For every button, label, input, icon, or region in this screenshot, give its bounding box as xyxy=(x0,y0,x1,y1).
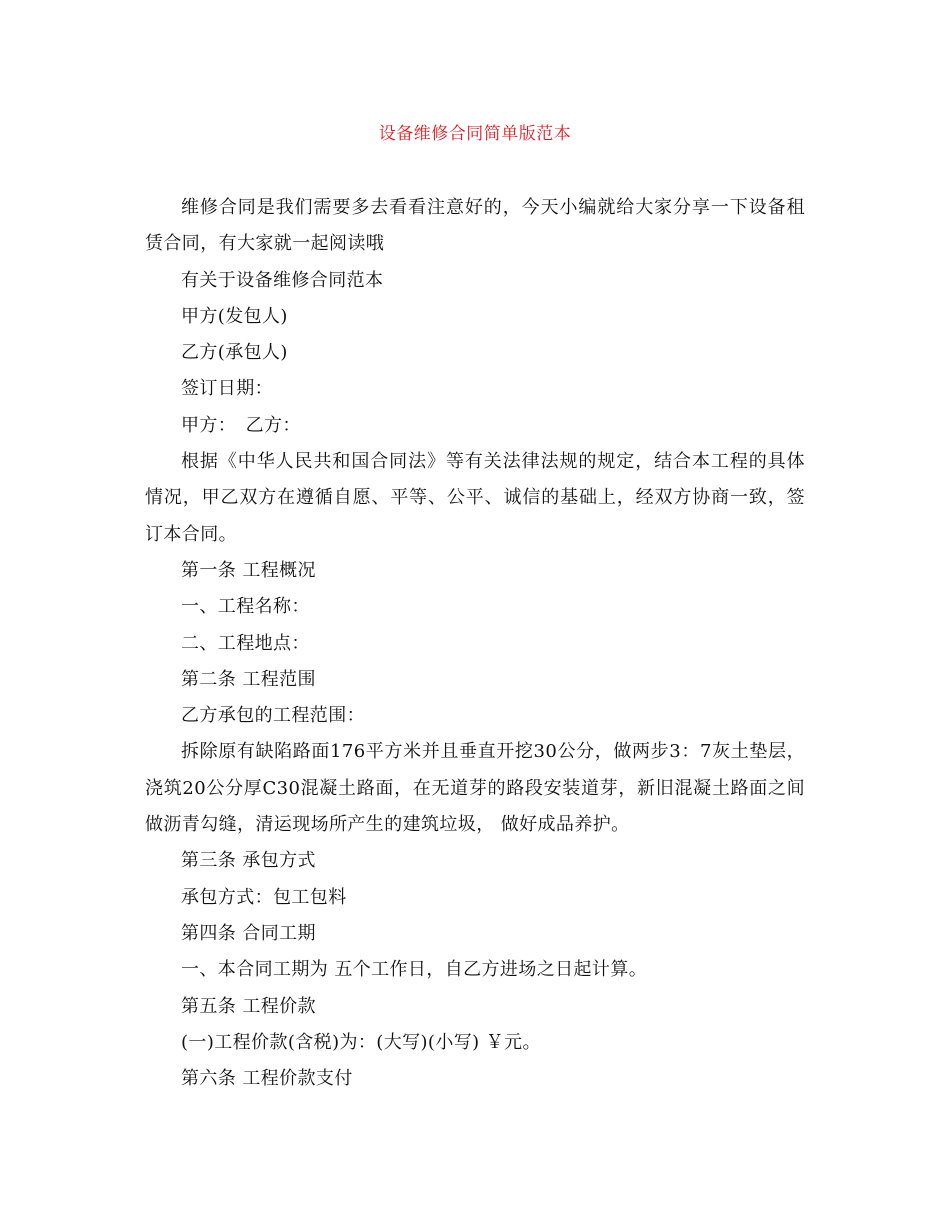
document-title: 设备维修合同简单版范本 xyxy=(378,124,572,144)
section-heading: 有关于设备维修合同范本 xyxy=(181,269,384,291)
legal-basis-paragraph: 根据《中华人民共和国合同法》等有关法律法规的规定，结合本工程的具体情况，甲乙双方在遵循自愿、平等、公平、诚信的基础上，经双方协商一致，签订本合同。 xyxy=(145,451,805,545)
party-b-label: 乙方(承包人) xyxy=(181,342,288,364)
contract-method-line: 承包方式：包工包料 xyxy=(181,886,347,908)
article-5-heading: 第五条 工程价款 xyxy=(181,995,316,1017)
scope-label: 乙方承包的工程范围： xyxy=(181,705,365,727)
article-4-heading: 第四条 合同工期 xyxy=(181,922,316,944)
duration-line: 一、本合同工期为 五个工作日，自乙方进场之日起计算。 xyxy=(181,959,648,981)
article-6-heading: 第六条 工程价款支付 xyxy=(181,1068,353,1090)
article-3-heading: 第三条 承包方式 xyxy=(181,850,316,872)
article-2-heading: 第二条 工程范围 xyxy=(181,668,316,690)
signing-date-label: 签订日期： xyxy=(181,378,273,400)
party-a-label: 甲方(发包人) xyxy=(181,305,288,327)
project-location-field: 二、工程地点： xyxy=(181,632,310,654)
parties-line: 甲方： 乙方： xyxy=(181,414,301,436)
document-body xyxy=(145,190,805,1097)
article-1-heading: 第一条 工程概况 xyxy=(181,559,316,581)
price-line: (一)工程价款(含税)为：(大写)(小写) ￥元。 xyxy=(181,1031,541,1053)
intro-paragraph: 维修合同是我们需要多去看看注意好的，今天小编就给大家分享一下设备租赁合同，有大家就一起阅读哦 xyxy=(145,197,805,255)
scope-paragraph: 拆除原有缺陷路面176平方米并且垂直开挖30公分，做两步3：7灰土垫层，浇筑20公分厚C30混凝土路面，在无道芽的路段安装道芽，新旧混凝土路面之间做沥青勾缝，清运现场所产生的建筑垃圾， 做好成品养护。 xyxy=(145,741,805,836)
project-name-field: 一、工程名称： xyxy=(181,596,310,618)
